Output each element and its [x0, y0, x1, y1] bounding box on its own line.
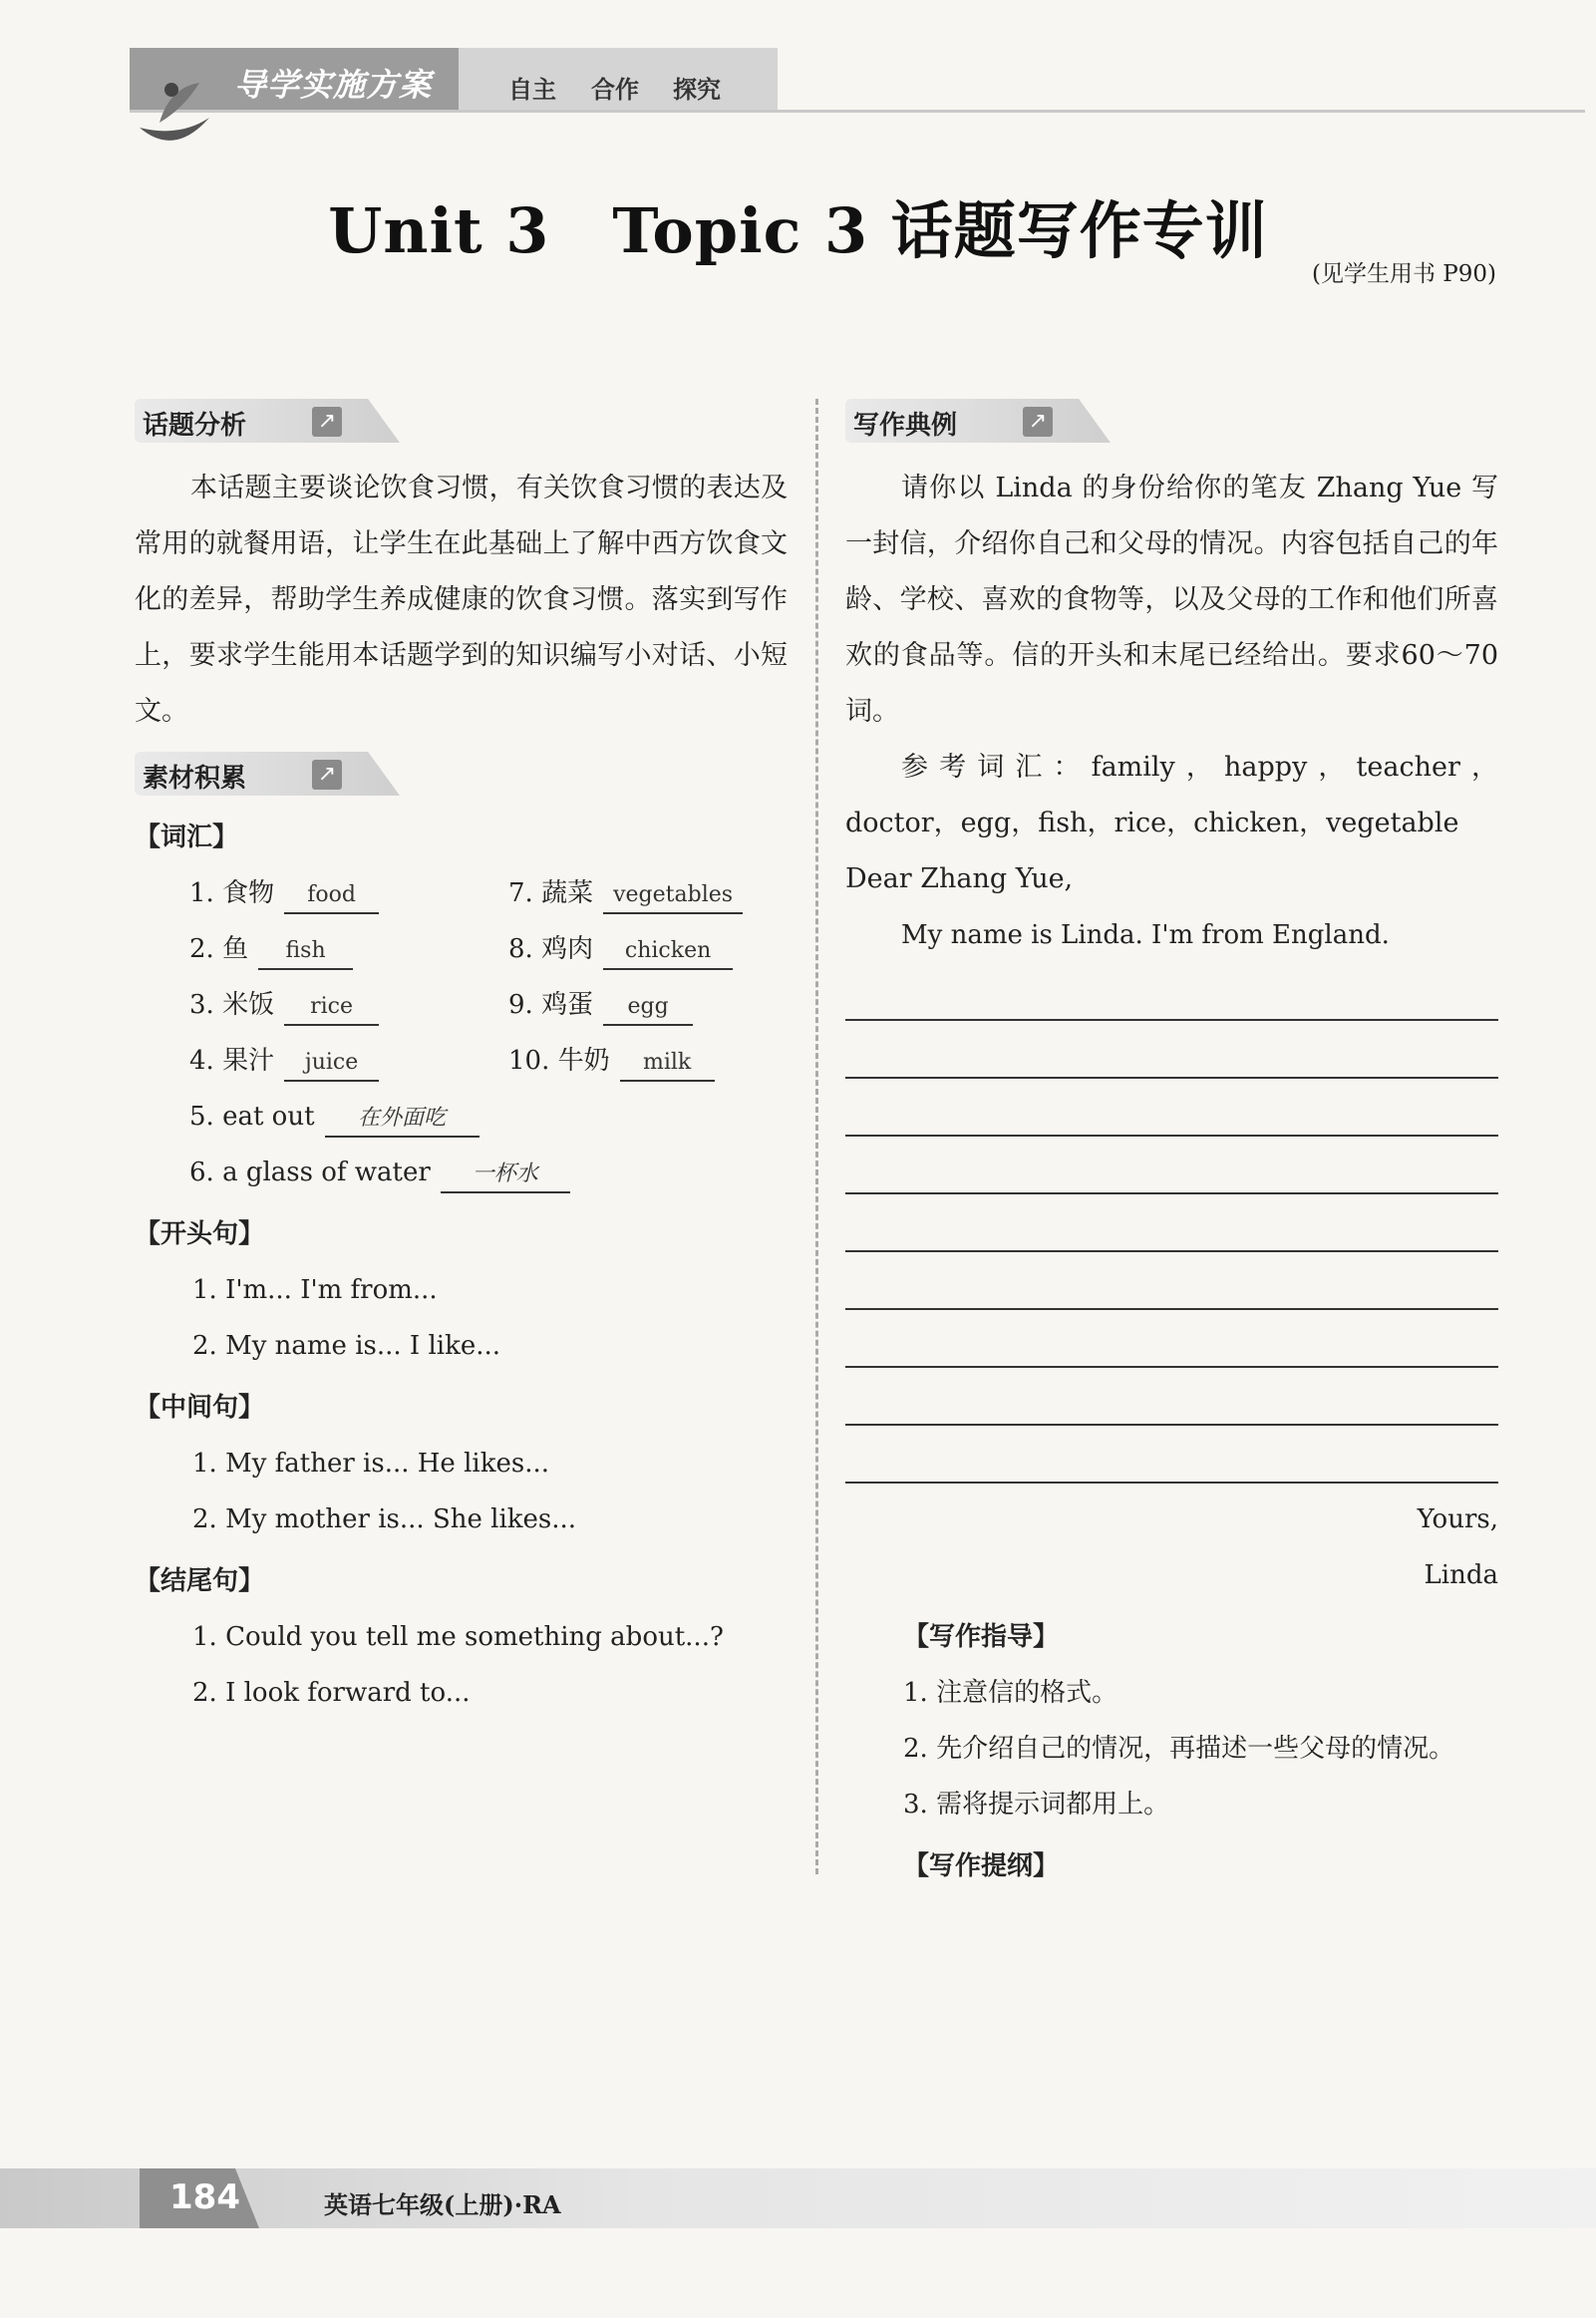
answer-blank: 在外面吃: [325, 1102, 479, 1138]
vocab-item: 3. 米饭 rice: [189, 977, 379, 1033]
topic-analysis-heading: 话题分析 ↗: [135, 399, 788, 449]
answer-blank: food: [284, 878, 379, 914]
answer-blank: vegetables: [603, 878, 743, 914]
guide-item: 3. 需将提示词都用上。: [903, 1790, 1170, 1820]
ending-sentence: 2. I look forward to...: [192, 1678, 471, 1708]
answer-blank: rice: [284, 990, 379, 1026]
middle-sentence: 2. My mother is... She likes...: [192, 1504, 577, 1534]
ending-heading: 【结尾句】: [135, 1566, 265, 1596]
vocab-row: [135, 1089, 788, 1145]
header-banner: [0, 48, 1596, 116]
example-heading: 写作典例 ↗: [845, 399, 1498, 449]
book-name: 英语七年级(上册)·RA: [324, 2190, 561, 2219]
answer-blank: egg: [603, 990, 693, 1026]
vocab-item: 5. eat out 在外面吃: [189, 1089, 479, 1145]
vocab-item: 1. 食物 food: [189, 865, 379, 921]
vocab-item: 10. 牛奶 milk: [508, 1033, 715, 1089]
left-column: [135, 399, 788, 1721]
right-column: [845, 399, 1498, 1894]
middle-sentence: 1. My father is... He likes...: [192, 1449, 549, 1479]
writing-line[interactable]: [845, 1368, 1498, 1426]
vocab-item: 2. 鱼 fish: [189, 921, 353, 977]
banner-underline: [130, 110, 1585, 113]
writing-line[interactable]: [845, 1079, 1498, 1137]
reference-words: 参考词汇：family，happy，teacher，doctor，egg，fish，rice，chicken，vegetable: [845, 752, 1498, 838]
tag-cooperate: 合作: [591, 76, 639, 104]
guide-item: 1. 注意信的格式。: [903, 1678, 1118, 1708]
vocab-item: 8. 鸡肉 chicken: [508, 921, 733, 977]
answer-blank: fish: [258, 934, 353, 970]
materials-heading: 素材积累 ↗: [135, 752, 788, 802]
writing-line[interactable]: [845, 1021, 1498, 1079]
opening-sentence: 2. My name is... I like...: [192, 1331, 501, 1361]
opening-heading: 【开头句】: [135, 1219, 265, 1249]
arrow-icon: ↗: [1023, 407, 1053, 437]
letter-first-line: My name is Linda. I'm from England.: [901, 920, 1390, 950]
book-leaf-logo-icon: [130, 78, 219, 158]
letter-closing: Yours,: [1417, 1504, 1498, 1534]
student-book-reference: (见学生用书 P90): [1312, 261, 1496, 287]
vocab-item: 7. 蔬菜 vegetables: [508, 865, 743, 921]
ending-sentence: 1. Could you tell me something about...?: [192, 1622, 724, 1652]
vocab-item: 6. a glass of water 一杯水: [189, 1145, 570, 1200]
letter-signature: Linda: [1424, 1560, 1498, 1590]
vocab-item: 9. 鸡蛋 egg: [508, 977, 693, 1033]
writing-line[interactable]: [845, 1310, 1498, 1368]
vocab-heading: 【词汇】: [135, 823, 239, 852]
writing-line[interactable]: [845, 1252, 1498, 1310]
vocab-row: [135, 977, 788, 1033]
answer-blank: 一杯水: [441, 1158, 570, 1193]
column-divider: [815, 399, 818, 1874]
writing-line[interactable]: [845, 963, 1498, 1021]
vocab-row: [135, 1145, 788, 1200]
guide-heading: 【写作指导】: [903, 1622, 1060, 1652]
middle-heading: 【中间句】: [135, 1393, 265, 1423]
outline-heading: 【写作提纲】: [903, 1851, 1060, 1881]
page-title: Unit 3 Topic 3 话题写作专训: [328, 194, 1268, 267]
vocab-row: [135, 1033, 788, 1089]
vocab-item: 4. 果汁 juice: [189, 1033, 379, 1089]
arrow-icon: ↗: [312, 407, 342, 437]
page-number: 184: [169, 2177, 240, 2217]
guide-item: 2. 先介绍自己的情况，再描述一些父母的情况。: [903, 1734, 1455, 1764]
writing-prompt: 请你以 Linda 的身份给你的笔友 Zhang Yue 写一封信，介绍你自己和父母的情况。内容包括自己的年龄、学校、喜欢的食物等，以及父母的工作和他们所喜欢的食品等。信的开头和末尾已经给出。要求60～70 词。: [845, 473, 1498, 727]
vocab-row: [135, 865, 788, 921]
letter-salutation: Dear Zhang Yue,: [845, 863, 1074, 894]
answer-blank: milk: [620, 1046, 715, 1082]
banner-title: 导学实施方案: [234, 66, 433, 104]
arrow-icon: ↗: [312, 760, 342, 790]
vocab-row: [135, 921, 788, 977]
tag-explore: 探究: [673, 76, 721, 104]
tag-self: 自主: [508, 76, 556, 104]
opening-sentence: 1. I'm... I'm from...: [192, 1275, 438, 1305]
writing-line[interactable]: [845, 1426, 1498, 1484]
answer-blank: juice: [284, 1046, 379, 1082]
writing-area[interactable]: [845, 963, 1498, 1484]
writing-line[interactable]: [845, 1194, 1498, 1252]
topic-analysis-text: 本话题主要谈论饮食习惯，有关饮食习惯的表达及常用的就餐用语，让学生在此基础上了解中西方饮食文化的差异，帮助学生养成健康的饮食习惯。落实到写作上，要求学生能用本话题学到的知识编写小对话、小短文。: [135, 473, 788, 727]
writing-line[interactable]: [845, 1137, 1498, 1194]
answer-blank: chicken: [603, 934, 733, 970]
